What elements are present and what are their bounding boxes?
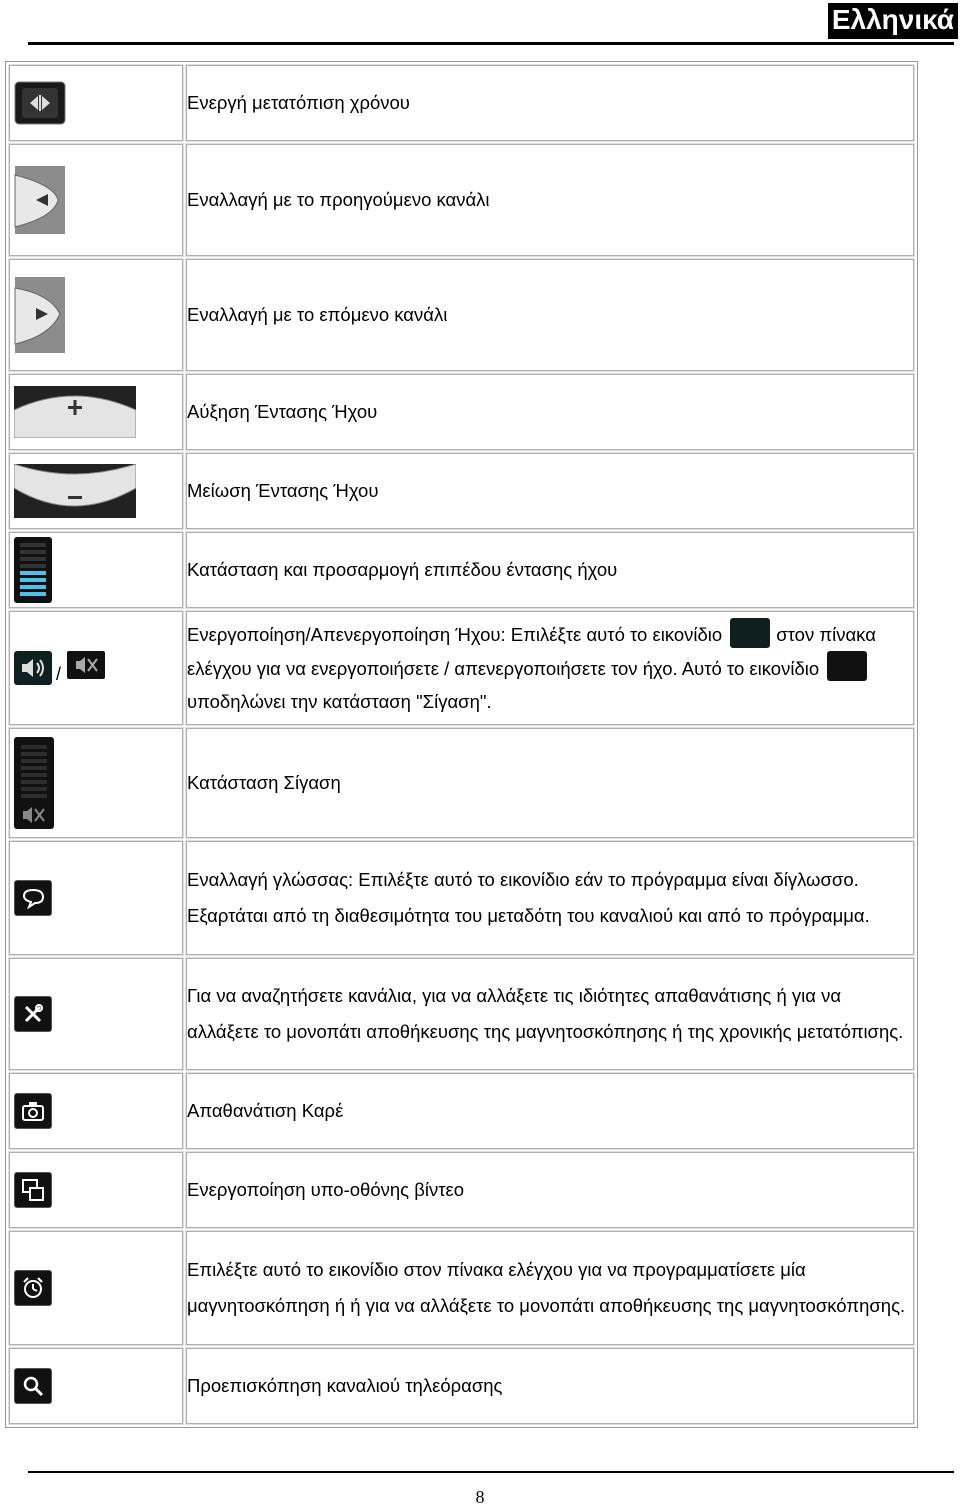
row-text: Προεπισκόπηση καναλιού τηλεόρασης [186,1348,914,1424]
row-text: Απαθανάτιση Καρέ [186,1073,914,1149]
icon-cell [9,374,183,450]
table-row [9,65,914,141]
volume-down-icon [14,464,136,518]
row-text: Εναλλαγή γλώσσας: Επιλέξτε αυτό το εικονίδιο εάν το πρόγραμμα είναι δίγλωσσο. Εξαρτάται από τη διαθεσιμότητα του μεταδότη του καναλιού και από το πρόγραμμα. [186,841,914,955]
table-row [9,841,914,955]
row-text [186,611,914,725]
bottom-rule [28,1471,954,1473]
volume-up-icon [14,386,136,438]
sub-screen-icon [14,1172,52,1208]
row-text: Εναλλαγή με το επόμενο κανάλι [186,259,914,371]
table-row [9,958,914,1070]
sound-off-icon [67,651,105,679]
icon-reference-table [5,61,918,1428]
sound-off-icon [827,651,867,681]
icon-cell [9,1231,183,1345]
settings-icon [14,996,52,1032]
table-row [9,728,914,838]
row-text: Ενεργοποίηση υπο-οθόνης βίντεο [186,1152,914,1228]
icon-separator: / [56,664,62,684]
icon-cell [9,1152,183,1228]
alarm-clock-icon [14,1270,52,1306]
row-text: Κατάσταση Σίγαση [186,728,914,838]
icon-cell [9,532,183,608]
icon-cell [9,841,183,955]
table-row [9,144,914,256]
time-shift-icon [14,81,66,125]
table-row [9,1231,914,1345]
table-row [9,374,914,450]
row-text-a: Ενεργοποίηση/Απενεργοποίηση Ήχου: Επιλέξτε αυτό το εικονίδιο [187,624,723,646]
language-icon [14,880,52,916]
row-text: Για να αναζητήσετε κανάλια, για να αλλάξετε τις ιδιότητες απαθανάτισης ή για να αλλάξετε το μονοπάτι αποθήκευσης της μαγνητοσκόπησης ή της χρονικής μετατόπισης. [186,958,914,1070]
icon-cell [9,1348,183,1424]
icon-cell [9,259,183,371]
volume-level-icon [14,537,52,603]
page-number: 8 [475,1487,485,1507]
table-row [9,611,914,725]
table-row [9,453,914,529]
table-row [9,532,914,608]
sound-on-icon [730,618,770,648]
next-channel-icon [14,276,66,354]
icon-cell [9,728,183,838]
sound-on-icon [14,651,52,685]
icon-cell [9,144,183,256]
row-text-c: υποδηλώνει την κατάσταση "Σίγαση". [187,690,492,712]
icon-cell [9,453,183,529]
previous-channel-icon [14,165,66,235]
row-text: Κατάσταση και προσαρμογή επιπέδου έντασης ήχου [186,532,914,608]
language-badge: Ελληνικά [828,3,958,39]
top-rule [28,42,954,45]
magnifier-icon [14,1368,52,1404]
camera-icon [14,1093,52,1129]
icon-cell [9,1073,183,1149]
table-row [9,1152,914,1228]
row-text: Εναλλαγή με το προηγούμενο κανάλι [186,144,914,256]
icon-cell [9,65,183,141]
table-row [9,1073,914,1149]
mute-status-icon [14,737,54,829]
table-row [9,1348,914,1424]
row-text: Μείωση Έντασης Ήχου [186,453,914,529]
row-text: Επιλέξτε αυτό το εικονίδιο στον πίνακα ελέγχου για να προγραμματίσετε μία μαγνητοσκόπηση ή ή για να αλλάξετε το μονοπάτι αποθήκευσης της μαγνητοσκόπησης. [186,1231,914,1345]
icon-cell [9,611,183,725]
row-text-b: στον πίνακα ελέγχου για να ενεργοποιήσετε / απενεργοποιήσετε τον ήχο. Αυτό το εικονίδιο [187,624,876,679]
row-text: Αύξηση Έντασης Ήχου [186,374,914,450]
row-text: Ενεργή μετατόπιση χρόνου [186,65,914,141]
icon-cell [9,958,183,1070]
table-row [9,259,914,371]
